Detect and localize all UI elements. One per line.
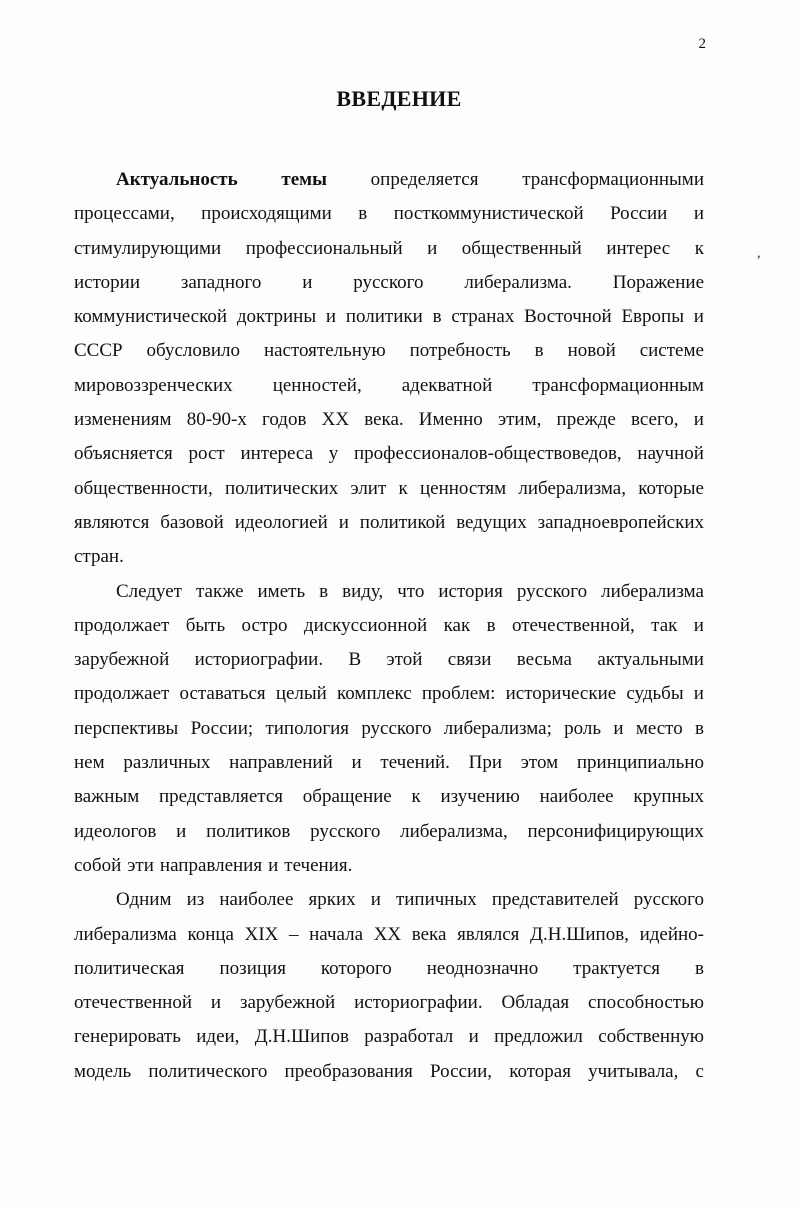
word: являлся — [457, 923, 520, 945]
word: и — [693, 683, 704, 705]
word: историографии. — [194, 649, 324, 671]
word: что — [397, 580, 425, 602]
word: Д.Н.Шипов, — [530, 923, 629, 945]
word: доктрины — [236, 306, 317, 328]
word: годов — [262, 409, 307, 431]
word: представителей — [491, 889, 619, 911]
word: актуальными — [597, 649, 704, 671]
word: Обладая — [501, 992, 570, 1014]
word: идеи, — [196, 1026, 240, 1048]
text-line — [74, 986, 704, 1020]
word: истории — [74, 271, 140, 293]
word: идейно- — [639, 923, 704, 945]
word: профессионалов-обществоведов, — [353, 443, 622, 465]
word: русского — [361, 717, 432, 739]
word: исторические — [505, 683, 617, 705]
word: века. — [364, 409, 404, 431]
word: и — [338, 511, 349, 533]
word: и — [693, 614, 704, 636]
text-line — [74, 746, 704, 780]
word: рост — [188, 443, 225, 465]
word: и — [693, 409, 704, 431]
word: системе — [639, 340, 704, 362]
word: наиболее — [219, 889, 294, 911]
word: и — [468, 1026, 479, 1048]
text-line — [74, 575, 704, 609]
text-line — [74, 1020, 704, 1054]
word: политическая — [74, 957, 185, 979]
word: которого — [320, 957, 392, 979]
word: В — [348, 649, 362, 671]
word: направления — [159, 854, 263, 876]
word: разработал — [364, 1026, 454, 1048]
word: в — [486, 614, 496, 636]
word: коммунистической — [74, 306, 228, 328]
word: собой — [74, 854, 122, 876]
word: история — [438, 580, 503, 602]
word: и — [613, 717, 624, 739]
word: и — [325, 306, 337, 328]
word: адекватной — [401, 374, 493, 396]
word: ценностям — [419, 477, 507, 499]
word: мировоззренческих — [74, 374, 233, 396]
word: изменениям — [74, 409, 172, 431]
word: определяется — [370, 169, 479, 190]
word: судьбы — [626, 683, 684, 705]
word: 80-90-х — [186, 409, 247, 431]
word: России, — [430, 1060, 493, 1082]
word: странах — [451, 306, 515, 328]
word: в — [695, 957, 704, 979]
word: политического — [148, 1060, 268, 1082]
margin-mark: , — [757, 246, 761, 261]
word: отечественной, — [512, 614, 635, 636]
word: СССР — [74, 340, 123, 362]
word: которая — [509, 1060, 571, 1082]
word: Д.Н.Шипов — [254, 1026, 349, 1048]
text-line — [74, 163, 704, 197]
text-line — [74, 540, 704, 574]
text-line — [74, 815, 704, 849]
word: историографии. — [354, 992, 483, 1014]
text-line — [74, 232, 704, 266]
word: либерализма; — [443, 717, 552, 739]
word: Актуальность — [116, 169, 238, 190]
text-line — [74, 780, 704, 814]
word: идеологией — [234, 511, 328, 533]
word: профессиональный — [245, 237, 403, 259]
word: русского — [516, 580, 588, 602]
page-number: 2 — [698, 36, 706, 52]
word: течения. — [284, 854, 353, 876]
word: целый — [275, 683, 327, 705]
word: политикой — [359, 511, 446, 533]
word: способностью — [588, 992, 704, 1014]
word: стимулирующими — [74, 237, 222, 259]
word: идеологов — [74, 820, 157, 842]
word: крупных — [633, 786, 704, 808]
word: Одним — [116, 889, 172, 911]
word: позиция — [219, 957, 286, 979]
word: обусловило — [146, 340, 241, 362]
text-line — [74, 437, 704, 471]
word: представляется — [159, 786, 284, 808]
text-line — [74, 849, 704, 883]
word: течений. — [380, 752, 450, 774]
text-line — [74, 266, 704, 300]
word: различных — [123, 752, 211, 774]
word: изучению — [440, 786, 520, 808]
word: либерализма, — [518, 477, 626, 499]
word: и — [210, 992, 222, 1014]
word: быть — [185, 614, 226, 636]
word: виду, — [342, 580, 384, 602]
word: XIX — [244, 923, 279, 945]
word: продолжает — [74, 683, 170, 705]
word: русского — [633, 889, 704, 911]
word: и — [370, 889, 381, 911]
text-line — [74, 472, 704, 506]
word: отечественной — [74, 992, 193, 1014]
word: и — [302, 271, 313, 293]
word: ценностей, — [272, 374, 362, 396]
word: зарубежной — [239, 992, 336, 1014]
word: принципиально — [576, 752, 704, 774]
word: этой — [386, 649, 423, 671]
word: настоятельную — [263, 340, 386, 362]
word: зарубежной — [74, 649, 170, 671]
word: века — [411, 923, 447, 945]
word: Следует — [116, 580, 182, 602]
word: являются — [74, 511, 150, 533]
word: происходящими — [201, 203, 332, 225]
word: в — [695, 717, 704, 739]
word: остро — [241, 614, 288, 636]
word: конца — [187, 923, 234, 945]
word: стран. — [74, 546, 124, 568]
word: – — [289, 923, 299, 945]
word: общественный — [461, 237, 582, 259]
word: объясняется — [74, 443, 173, 465]
text-line — [74, 506, 704, 540]
word: к — [398, 477, 408, 499]
word: либерализма, — [400, 820, 508, 842]
word: либерализма — [74, 923, 177, 945]
word: XX — [373, 923, 402, 945]
word: обращение — [302, 786, 392, 808]
word: и — [427, 237, 438, 259]
word: прежде — [556, 409, 616, 431]
word: перспективы — [74, 717, 179, 739]
word: Поражение — [612, 271, 704, 293]
word: элит — [350, 477, 387, 499]
page-title: ВВЕДЕНИЕ — [336, 86, 462, 111]
word: модель — [74, 1060, 132, 1082]
word: При — [468, 752, 503, 774]
word: политиков — [206, 820, 291, 842]
word: Европы — [621, 306, 684, 328]
word: Именно — [418, 409, 483, 431]
word: трансформационным — [532, 374, 704, 396]
word: научной — [637, 443, 704, 465]
word: важным — [74, 786, 140, 808]
word: ведущих — [456, 511, 527, 533]
word: предложил — [494, 1026, 583, 1048]
word: генерировать — [74, 1026, 181, 1048]
text-line — [74, 369, 704, 403]
word: общественности, — [74, 477, 213, 499]
word: в — [319, 580, 329, 602]
word: либерализма. — [464, 271, 572, 293]
word: процессами, — [74, 203, 175, 225]
word: России; — [190, 717, 254, 739]
word: потребность — [409, 340, 511, 362]
text-line — [74, 300, 704, 334]
word: либерализма — [601, 580, 704, 602]
word: место — [635, 717, 683, 739]
word: также — [196, 580, 244, 602]
word: комплекс — [337, 683, 412, 705]
word: с — [695, 1060, 704, 1082]
word: интереса — [240, 443, 314, 465]
word: западноевропейских — [537, 511, 704, 533]
word: русского — [353, 271, 424, 293]
word: западного — [180, 271, 262, 293]
word: ярких — [308, 889, 356, 911]
word: иметь — [257, 580, 306, 602]
word: оставаться — [179, 683, 266, 705]
text-line — [74, 952, 704, 986]
word: как — [443, 614, 471, 636]
word: продолжает — [74, 614, 170, 636]
word: персонифицирующих — [527, 820, 704, 842]
word: этом — [520, 752, 559, 774]
word: типология — [265, 717, 350, 739]
word: и — [693, 203, 704, 225]
word: роль — [564, 717, 602, 739]
word: преобразования — [284, 1060, 413, 1082]
word: начала — [309, 923, 364, 945]
text-line — [74, 334, 704, 368]
word: трактуется — [573, 957, 661, 979]
word: наиболее — [539, 786, 614, 808]
body-text — [74, 163, 704, 1089]
text-line — [74, 918, 704, 952]
word: из — [186, 889, 205, 911]
word: дискуссионной — [303, 614, 428, 636]
word: и — [351, 752, 362, 774]
word: которые — [638, 477, 704, 499]
word: направлений — [229, 752, 333, 774]
text-line — [74, 609, 704, 643]
word: проблем: — [421, 683, 496, 705]
word: посткоммунистической — [393, 203, 584, 225]
word: в — [432, 306, 442, 328]
word: интерес — [606, 237, 671, 259]
word: базовой — [160, 511, 224, 533]
word: и — [176, 820, 187, 842]
text-line — [74, 197, 704, 231]
word: Восточной — [524, 306, 612, 328]
word: трансформационными — [522, 169, 704, 190]
word: политики — [345, 306, 423, 328]
word: и — [693, 306, 704, 328]
word: весьма — [516, 649, 572, 671]
text-line — [74, 712, 704, 746]
word: неоднозначно — [426, 957, 539, 979]
text-line — [74, 643, 704, 677]
word: этим, — [497, 409, 542, 431]
word: собственную — [598, 1026, 704, 1048]
text-line — [74, 677, 704, 711]
word: в — [358, 203, 368, 225]
word: эти — [127, 854, 154, 876]
word: России — [610, 203, 668, 225]
text-line — [74, 1055, 704, 1089]
text-line — [74, 883, 704, 917]
word: и — [268, 854, 279, 876]
word: русского — [310, 820, 381, 842]
word: всего, — [631, 409, 679, 431]
word: новой — [567, 340, 616, 362]
word: политических — [224, 477, 339, 499]
word: связи — [447, 649, 492, 671]
word: в — [534, 340, 544, 362]
word: нем — [74, 752, 105, 774]
word: темы — [281, 169, 327, 190]
word: учитывала, — [588, 1060, 679, 1082]
word: к — [694, 237, 704, 259]
text-line — [74, 403, 704, 437]
word: у — [328, 443, 339, 465]
word: так — [651, 614, 678, 636]
word: XX — [321, 409, 350, 431]
word: типичных — [395, 889, 477, 911]
word: к — [411, 786, 421, 808]
